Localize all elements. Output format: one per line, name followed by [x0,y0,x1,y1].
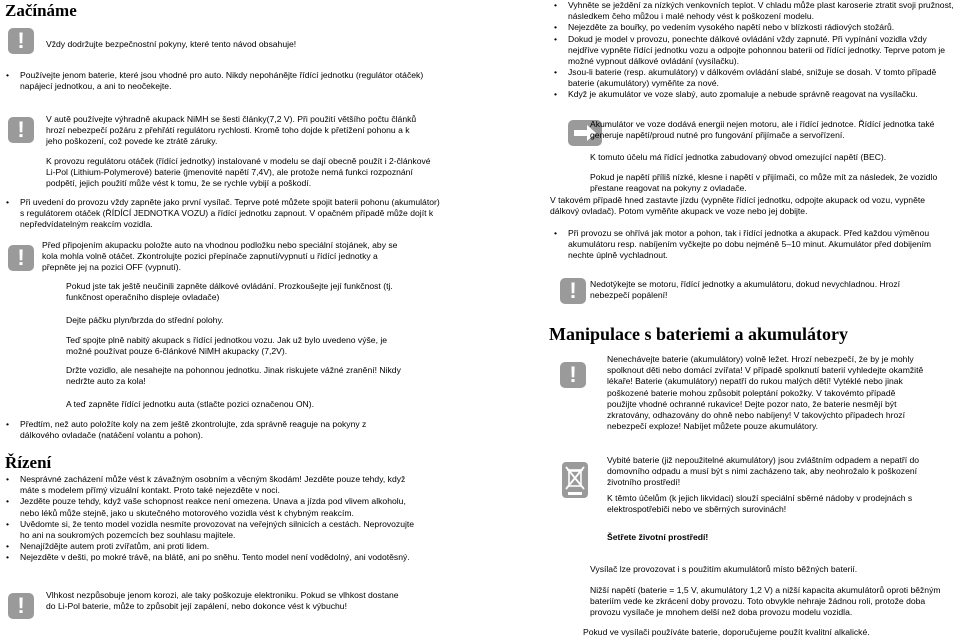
section-title-rizeni: Řízení [5,453,52,472]
power-note-2: K tomuto účelu má řídící jednotka zabudovaný obvod omezující napětí (BEC). [590,152,887,162]
transmitter-note-3: Pokud ve vysílači používáte baterie, doporučujeme použít kvalitní alkalické. [583,627,870,637]
transmitter-note-2: Nižší napětí (baterie = 1,5 V, akumulátory 1,2 V) a nižší kapacita akumulátorů oproti běžným bateriím vede ke zkrácení doby provozu. Toto obvykle nehraje žádnou roli, protože doba provozu vysílače je mnohem delší než doba provozu modelu vozidla. [590,585,941,618]
warning-icon: ! [8,117,34,143]
nimh-warning: V autě používejte výhradně akupack NiMH se šesti články(7,2 V). Při použití většího počtu článků hrozí nebezpečí požáru z přehřátí regulátoru rychlosti. Kromě toho dojde k přetížení pohonu a k jeho poškození, což povede ke ztrátě záruky. [46,114,417,147]
list-item: • Při provozu se ohřívá jak motor a pohon, tak i řídící jednotka a akupack. Před každou výměnou akumulátoru resp. nabíjením vyčkejte po dobu nejméně 5–10 minut. Akumulátor před dobijením nechte úplně vychladnout. [548,228,958,262]
list-item: • Uvědomte si, že tento model vozidla nesmíte provozovat na veřejných silnicích a cestách. Neprovozujte ho ani na soukromých pozemcích bez souhlasu majitele. [0,519,425,541]
list-item: • Když je akumulátor ve voze slabý, auto zpomaluje a nebude správně reagovat na vysílačku. [548,89,958,100]
section-title-baterie: Manipulace s bateriemi a akumulátory [549,324,848,344]
section-title-zaciname: Začínáme [5,1,77,20]
environment-note: Šetřete životní prostředí! [607,532,709,542]
list-item: • Nenajíždějte autem proti zvířatům, ani proti lidem. [0,541,425,552]
bullet-list-right-1 [548,0,958,101]
battery-warning: Nenechávejte baterie (akumulátory) volně ležet. Hrozí nebezpečí, že by je mohly spolknout děti nebo domácí zvířata! V případě spolknutí baterií vyhledejte okamžitě lékaře! Baterie (akumulátory) nepatří do rukou malých dětí! Vytéklé nebo jinak poškozené baterie mohou způsobit poleptání pokožky. V takovémto případě použijte vhodné ochranné rukavice! Dejte pozor nato, že baterie nesmějí být zkratovány, odhazovány do ohně nebo nabíjeny! V takovýchto případech hrozí nebezpečí exploze! Nabíjet můžete pouze akumulátory. [607,354,924,432]
step-6: A teď zapněte řídící jednotku auta (stlačte pozici označenou ON). [66,399,314,409]
warning-icon: ! [560,362,586,388]
warning-icon: ! [560,278,586,304]
step-1: Před připojením akupacku položte auto na vhodnou podložku nebo speciální stojánek, aby se kola mohla volně otáčet. Zkontrolujte pozici přepínače zapnutí/vypnutí u řídící jednotky a přepněte jej na pozici OFF (vypnutí). [42,240,398,273]
list-item: • Dokud je model v provozu, ponechte dálkové ovládání vždy zapnuté. Při vypínání vozidla vždy nejdříve vypněte řídící jednotku vozu a odpojte pohonnou baterii od řídící jednotky. Teprve potom je možné vypnout dálkové ovládání (vysílačku). [548,34,958,68]
power-note-3: Pokud je napětí příliš nízké, klesne i napětí v přijímači, co může mít za následek, že vozidlo přestane reagovat na pokyny z ovladače. [590,172,938,194]
list-item: • Používejte jenom baterie, které jsou vhodné pro auto. Nikdy nepohánějte řídící jednotku (regulátor otáček) napájecí jednotkou, a ani to neočekejte. [0,70,440,92]
warning-icon: ! [8,245,34,271]
step-3: Dejte páčku plyn/brzda do střední polohy. [66,315,224,325]
bullet-list-2 [0,197,440,231]
warning-icon: ! [8,28,34,54]
power-note-1: Akumulátor ve voze dodává energii nejen motoru, ale i řídící jednotce. Řídící jednotka také generuje napětí/proud nutné pro fungování přijímače a servořízení. [590,119,935,141]
bullet-list-1 [0,70,440,92]
list-item: • Vyhněte se ježdění za nízkých venkovních teplot. V chladu může plast karoserie ztratit svoji pružnost, následkem čeho můžou i malé nehody vést k poškození modelu. [548,0,958,22]
moisture-warning: Vlhkost nezpůsobuje jenom korozi, ale taky poškozuje elektroniku. Pokud se vlhkost dostane do Li-Pol baterie, může to způsobit její zapálení, nebo dokonce vést k výbuchu! [46,590,399,612]
crossed-bin-icon [562,462,588,498]
step-4: Teď spojte plně nabitý akupack s řídící jednotkou vozu. Jak už bylo uvedeno výše, je možné používat pouze 6-článkové NiMH akupacky (7,2V). [66,335,388,357]
transmitter-note-1: Vysílač lze provozovat i s použitím akumulátorů místo běžných baterií. [590,564,858,574]
bullet-list-rizeni [0,474,425,563]
list-item: • Nesprávné zacházení může vést k závažným osobním a věcným škodám! Jezděte pouze tehdy, když máte s modelem přímý vizuální kontakt. Proto také nejezděte v noci. [0,474,425,496]
list-item: • Při uvedení do provozu vždy zapněte jako první vysílač. Teprve poté můžete spojit baterii pohonu (akumulátor) s regulátorem otáček (ŘÍDÍCÍ JEDNOTKA VOZU) a řídící jednotku zapnout. V opačném případě může dojít k nepředvídatelným reakcím vozidla. [0,197,440,231]
lipo-note: K provozu regulátoru otáček (řídící jednotky) instalované v modelu se dají obecně použít i 2-článkové Li-Pol (Lithium-Polymerové) baterie (jmenovité napětí 7,4V), ale protože nemá funkci rozpoznání podpětí, jejich použití může vést k tomu, že se rychle vybijí a poškodí. [46,156,431,189]
list-item: • Jezděte pouze tehdy, když vaše schopnost reakce není omezena. Unava a jízda pod vlivem alkoholu, nebo léků může stejně, jako u skutečného motorového vozidla vést k chybným reakcím. [0,496,425,518]
bullet-list-3 [0,419,400,441]
list-item: • Nejezděte v dešti, po mokré trávě, na blátě, ani po sněhu. Tento model není vodědolný, ani vodotěsný. [0,552,425,563]
bullet-list-right-2 [548,228,958,262]
list-item: • Jsou-li baterie (resp. akumulátory) v dálkovém ovládání slabé, snižuje se dosah. V tomto případě baterie (akumulátory) vyměňte za nové. [548,67,958,89]
disposal-note: Vybité baterie (již nepoužitelné akumulátory) jsou zvláštním odpadem a nepatří do domovního odpadu a musí být s nimi zacházeno tak, aby neohrožalo k poškození životního prostředí! [607,455,920,488]
disposal-places: K těmto účelům (k jejich likvidaci) slouží speciální sběrné nádoby v prodejnách s elektrospotřebiči nebo ve sběrných surovinách! [607,493,913,515]
burn-warning: Nedotýkejte se motoru, řídící jednotky a akumulátoru, dokud nevychladnou. Hrozí nebezpečí popálení! [590,279,901,301]
step-5: Držte vozidlo, ale nesahejte na pohonnou jednotku. Jinak riskujete vážné zranění! Nikdy nedržte auto za kola! [66,365,401,387]
power-note-4: V takovém případě hned zastavte jízdu (vypněte řídící jednotku, odpojte akupack od vozu, vypněte dálkový ovladač). Potom vyměňte akupack ve voze nebo jej dobijte. [550,195,926,217]
list-item: • Předtím, než auto položíte koly na zem ještě zkontrolujte, zda správně reaguje na pokyny z dálkového ovladače (natáčení volantu a pohon). [0,419,400,441]
warning-icon: ! [8,593,34,619]
safety-note: Vždy dodržujte bezpečnostní pokyny, které tento návod obsahuje! [46,39,297,49]
list-item: • Nejezděte za bouřky, po vedením vysokého napětí nebo v blízkosti rádiových stožárů. [548,22,958,33]
step-2: Pokud jste tak ještě neučinili zapněte dálkové ovládání. Prozkoušejte její funkčnost (tj. funkčnost operačního displeje ovladače) [66,281,393,303]
